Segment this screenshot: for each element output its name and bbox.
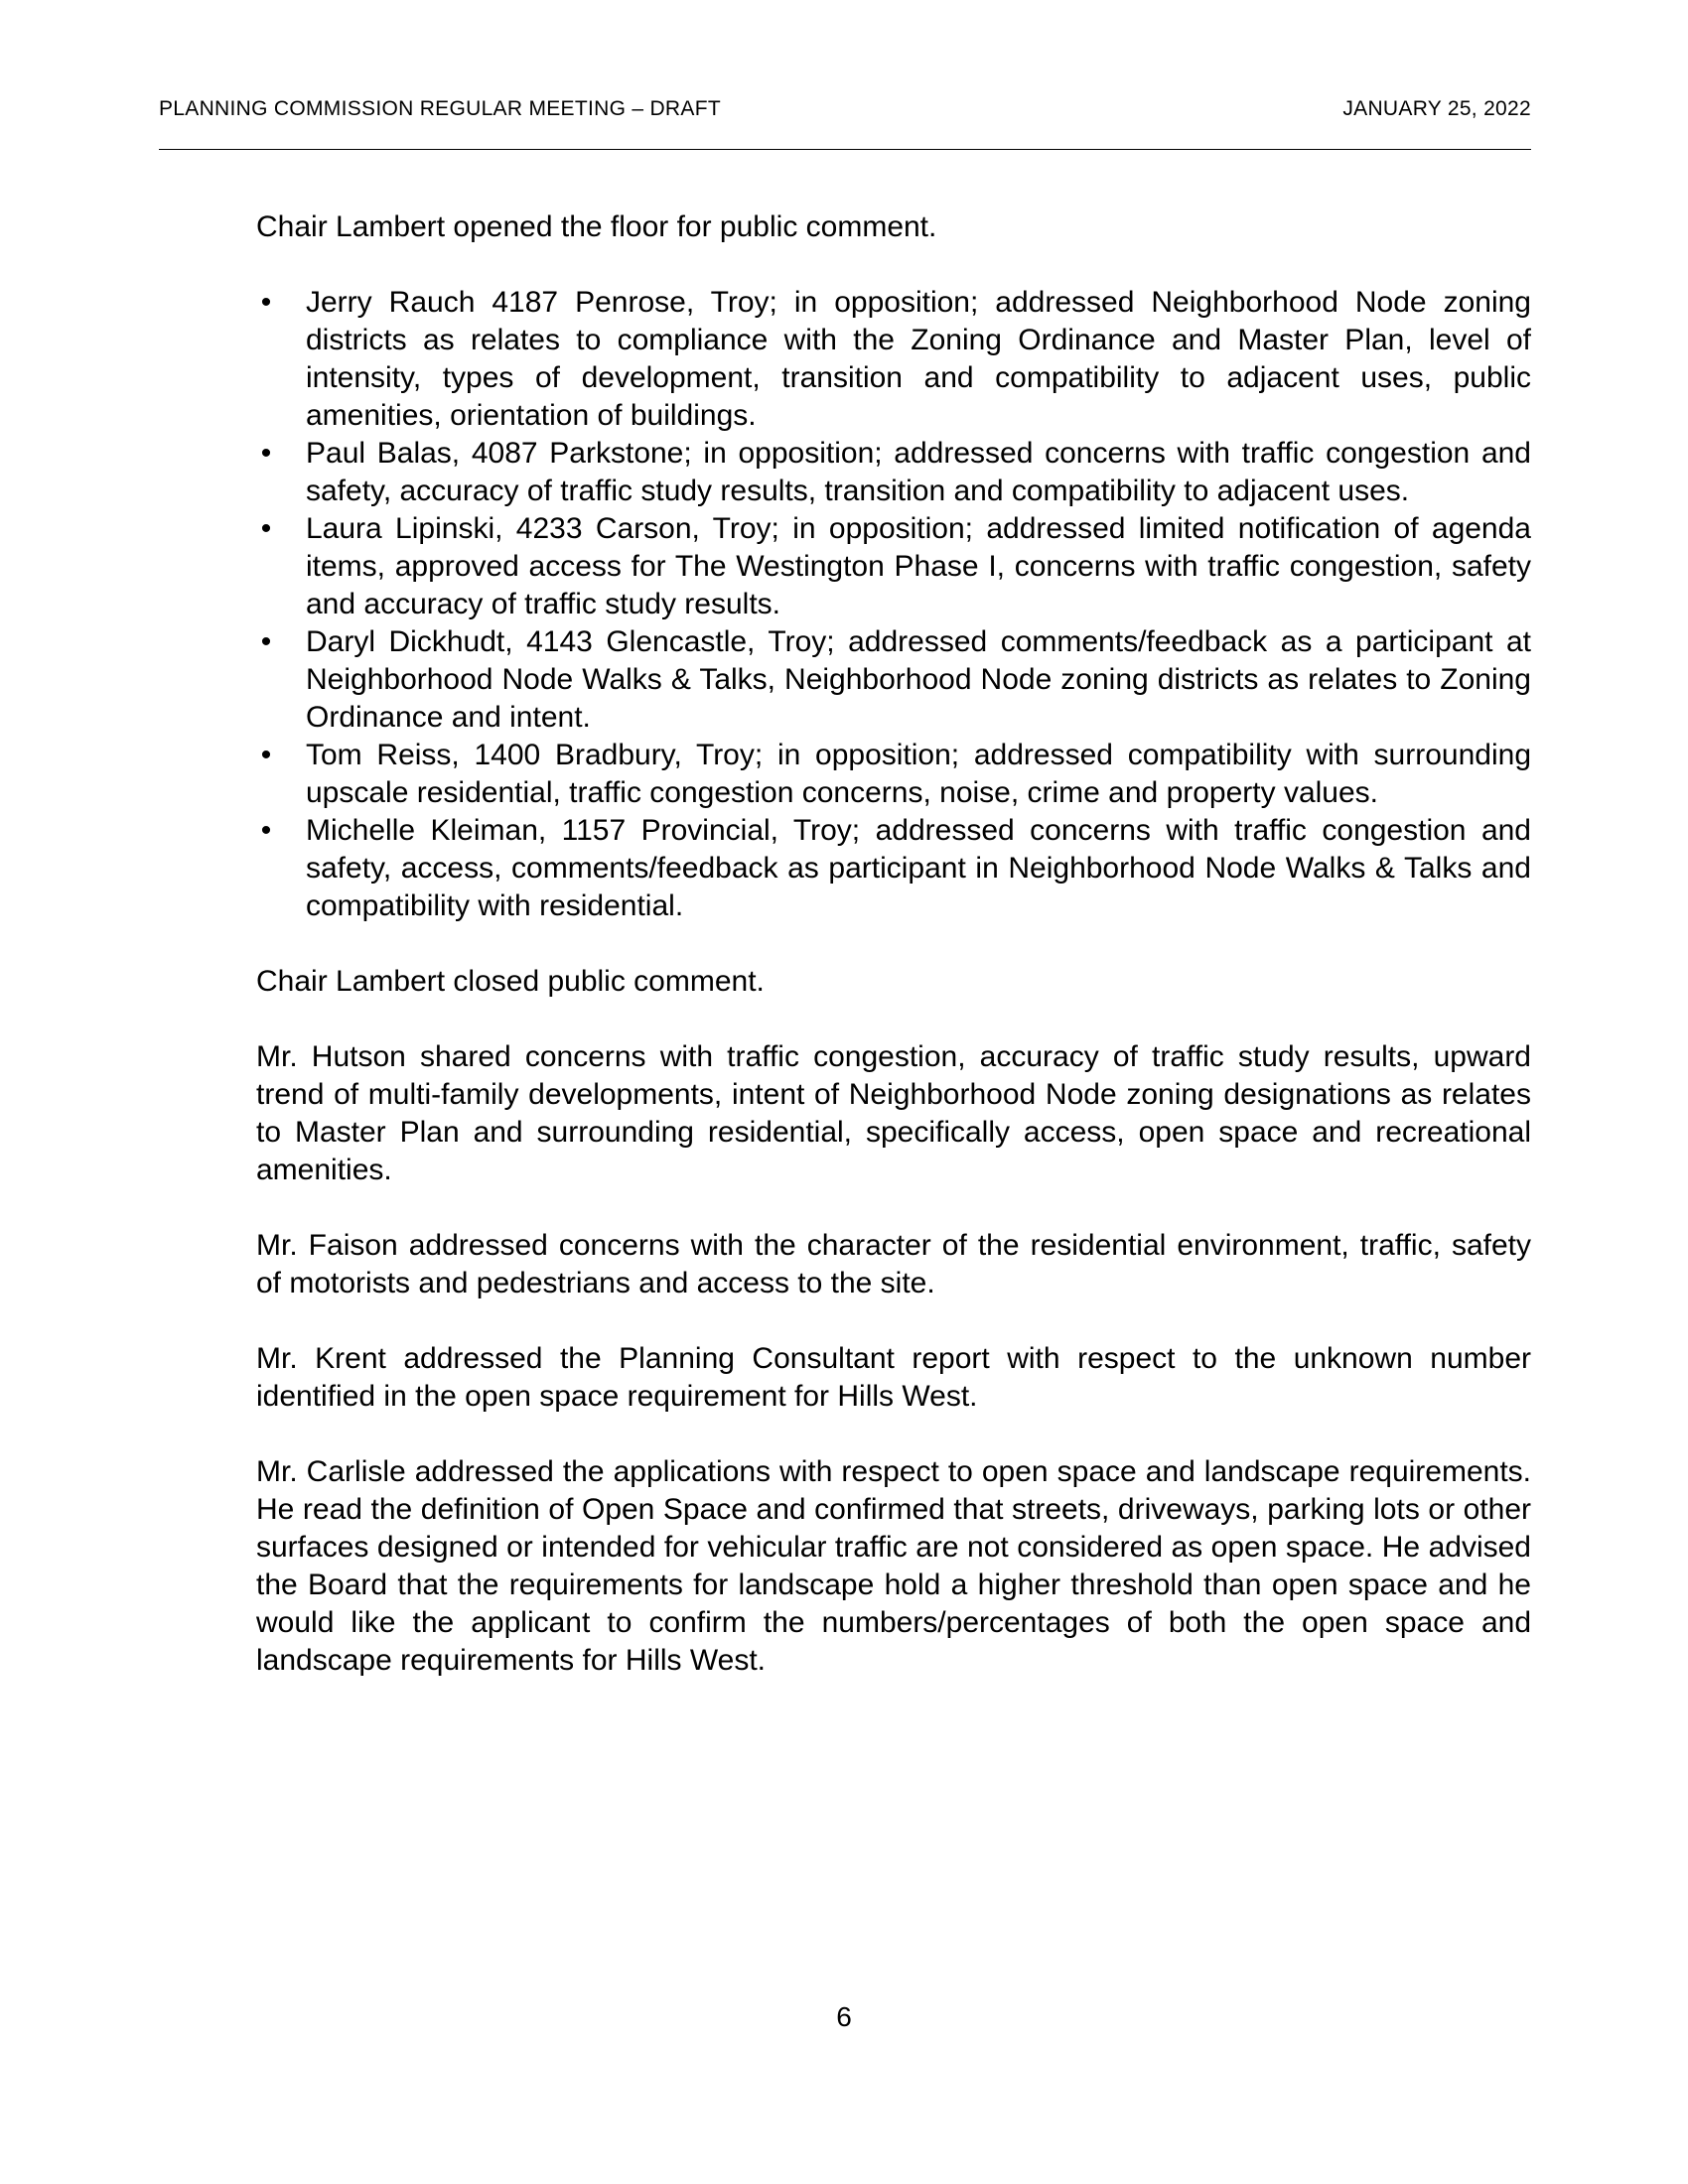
public-comment-list: [256, 284, 1531, 925]
intro-paragraph: Chair Lambert opened the floor for public comment.: [256, 210, 937, 243]
header-rule: [159, 149, 1531, 150]
comment-text: Jerry Rauch 4187 Penrose, Troy; in opposition; addressed Neighborhood Node zoning districts as relates to compliance with the Zoning Ordinance and Master Plan, level of intensity, types of development, transition and compatibility to adjacent uses, public amenities, orientation of buildings.: [306, 286, 1531, 432]
closing-paragraph: Chair Lambert closed public comment.: [256, 965, 765, 998]
minutes-body: [256, 208, 1531, 1717]
bullet-icon: •: [260, 814, 272, 847]
hutson-paragraph: Mr. Hutson shared concerns with traffic congestion, accuracy of traffic study results, upward trend of multi-family developments, intent of Neighborhood Node zoning designations as relates to Master Plan and surrounding residential, specifically access, open space and recreational amenities.: [256, 1040, 1531, 1186]
comment-text: Michelle Kleiman, 1157 Provincial, Troy; addressed concerns with traffic congestion and safety, access, comments/feedback as participant in Neighborhood Node Walks & Talks and compatibility with residential.: [306, 814, 1531, 922]
page-number: 6: [836, 2001, 852, 2032]
page-header: [159, 97, 1531, 129]
list-item: [256, 435, 1531, 510]
faison-paragraph: Mr. Faison addressed concerns with the character of the residential environment, traffic, safety of motorists and pedestrians and access to the site.: [256, 1229, 1531, 1299]
comment-text: Tom Reiss, 1400 Bradbury, Troy; in opposition; addressed compatibility with surrounding upscale residential, traffic congestion concerns, noise, crime and property values.: [306, 739, 1531, 809]
list-item: [256, 812, 1531, 925]
krent-paragraph: Mr. Krent addressed the Planning Consultant report with respect to the unknown number identified in the open space requirement for Hills West.: [256, 1342, 1531, 1413]
bullet-icon: •: [260, 512, 272, 545]
list-item: [256, 510, 1531, 623]
list-item: [256, 284, 1531, 435]
comment-text: Daryl Dickhudt, 4143 Glencastle, Troy; addressed comments/feedback as a participant at Neighborhood Node Walks & Talks, Neighborhood Node zoning districts as relates to Zoning Ordinance and intent.: [306, 625, 1531, 734]
carlisle-paragraph: Mr. Carlisle addressed the applications with respect to open space and landscape requirements. He read the definition of Open Space and confirmed that streets, driveways, parking lots or other surfaces designed or intended for vehicular traffic are not considered as open space. He advised the Board that the requirements for landscape hold a higher threshold than open space and he would like the applicant to confirm the numbers/percentages of both the open space and landscape requirements for Hills West.: [256, 1455, 1531, 1677]
comment-text: Paul Balas, 4087 Parkstone; in opposition; addressed concerns with traffic congestion and safety, accuracy of traffic study results, transition and compatibility to adjacent uses.: [306, 437, 1531, 507]
list-item: [256, 623, 1531, 737]
comment-text: Laura Lipinski, 4233 Carson, Troy; in opposition; addressed limited notification of agenda items, approved access for The Westington Phase I, concerns with traffic congestion, safety and accuracy of traffic study results.: [306, 512, 1531, 620]
bullet-icon: •: [260, 625, 272, 658]
bullet-icon: •: [260, 286, 272, 319]
list-item: [256, 737, 1531, 812]
bullet-icon: •: [260, 739, 272, 771]
bullet-icon: •: [260, 437, 272, 470]
header-date: JANUARY 25, 2022: [1342, 97, 1531, 120]
header-title: PLANNING COMMISSION REGULAR MEETING – DRAFT: [159, 97, 721, 120]
